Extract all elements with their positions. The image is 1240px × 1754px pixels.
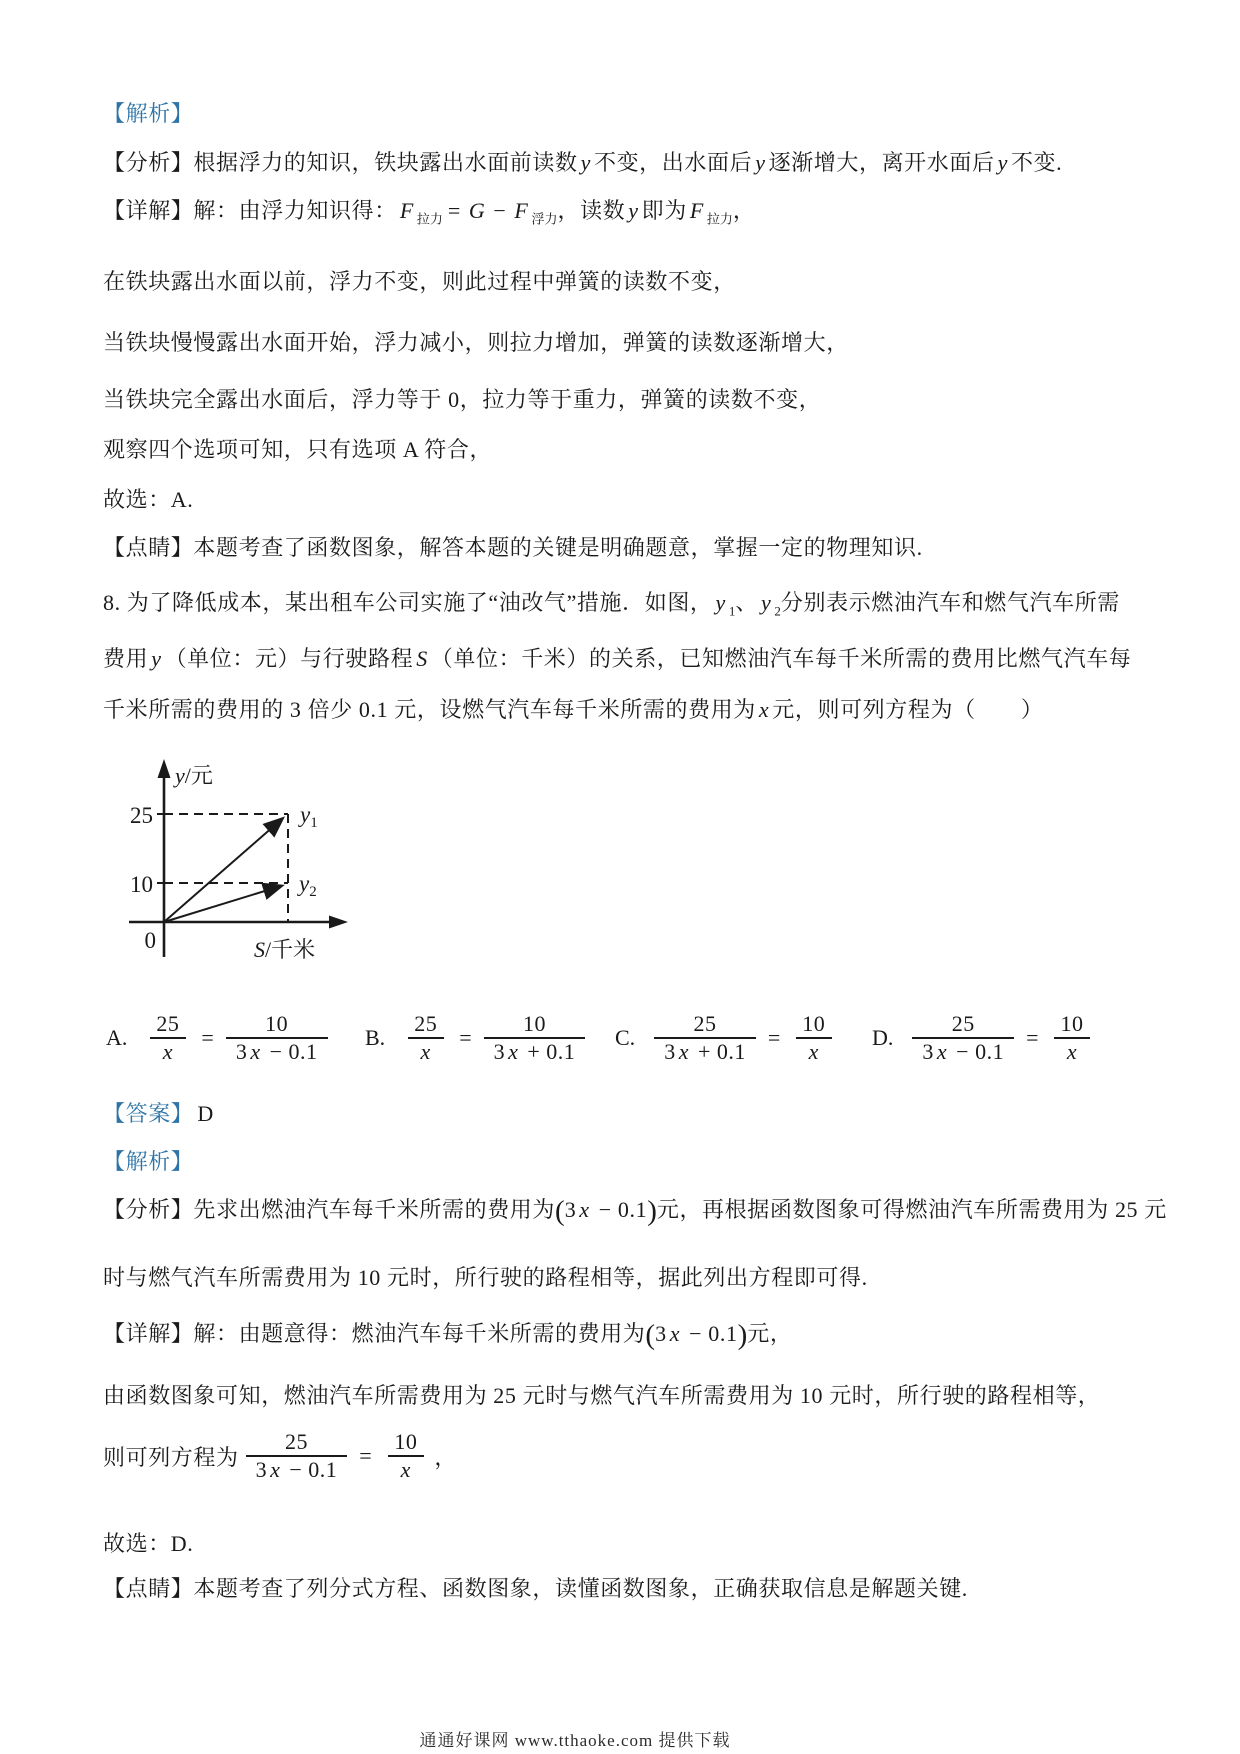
math-var-F: F xyxy=(689,198,704,223)
expr-rest: − 0.1 xyxy=(683,1321,738,1346)
q8-eq-pre: 则可列方程为 xyxy=(103,1444,239,1470)
q8-jiexi-label: 【解析】 xyxy=(103,1149,194,1174)
q8-stem-line3 xyxy=(103,696,1043,724)
q8-fenxi-line2: 时与燃气汽车所需费用为 10 元时，所行驶的路程相等，据此列出方程即可得. xyxy=(103,1265,868,1290)
fraction: $\frac{10}{x}$ xyxy=(1051,1012,1094,1064)
equals-sign: = xyxy=(1026,1025,1039,1051)
q7-step-line: 观察四个选项可知，只有选项 A 符合， xyxy=(103,437,493,462)
q8-stem2-pre: 费用 xyxy=(103,646,149,671)
option-a-label: A. xyxy=(106,1025,128,1051)
math-sub-lali: 拉力 xyxy=(706,211,733,227)
y-axis-label: y/元 xyxy=(175,763,213,788)
q8-stem1-pre: 8. 为了降低成本，某出租车公司实施了“油改气”措施．如图， xyxy=(103,590,713,615)
math-var-x: x xyxy=(579,1197,590,1222)
math-var-G: G xyxy=(468,198,486,223)
math-sub-fuli: 浮力 xyxy=(531,211,558,227)
q7-xiangjie-mid2: 即为 xyxy=(641,198,687,223)
q7-step-line: 在铁块露出水面以前，浮力不变，则此过程中弹簧的读数不变， xyxy=(103,269,736,294)
equals-sign: = xyxy=(359,1443,373,1469)
equals-sign: = xyxy=(447,198,461,223)
math-var-y: y xyxy=(755,150,766,175)
q8-xiangjie-post: 元， xyxy=(747,1321,793,1346)
q7-jiexi-label: 【解析】 xyxy=(103,101,194,126)
fraction: $\frac{10}{x}$ xyxy=(792,1012,835,1064)
q8-equation-line xyxy=(103,1430,457,1482)
fraction: $\frac{10}{3 x + 0.1}$ xyxy=(484,1012,586,1064)
close-paren: ) xyxy=(647,1195,657,1227)
expr-coef: 3 xyxy=(655,1321,667,1346)
math-sub-lali: 拉力 xyxy=(416,211,443,227)
x-axis-label: S/千米 xyxy=(254,937,316,962)
math-var-S: S xyxy=(416,646,428,671)
y-tick-label-10: 10 xyxy=(130,872,153,897)
equals-sign: = xyxy=(767,1025,781,1051)
fraction: $\frac{10}{x}$ xyxy=(384,1430,427,1482)
math-var-y2: y xyxy=(761,590,772,615)
expr-coef: 3 xyxy=(564,1197,577,1222)
q8-stem3-pre: 千米所需的费用的 3 倍少 0.1 元，设燃气汽车每千米所需的费用为 xyxy=(103,697,756,722)
q8-answer-line xyxy=(103,1100,214,1128)
q7-xiangjie-mid: ，读数 xyxy=(557,198,626,223)
q7-step-line: 当铁块慢慢露出水面开始，浮力减小，则拉力增加，弹簧的读数逐渐增大， xyxy=(103,330,849,355)
math-var-y: y xyxy=(580,150,591,175)
q8-stem2-mid: （单位：元）与行驶路程 xyxy=(164,646,414,671)
q7-dianjing-line: 【点睛】本题考查了函数图象，解答本题的关键是明确题意，掌握一定的物理知识. xyxy=(103,535,923,560)
math-var-x: x xyxy=(758,697,770,722)
minus-sign: − xyxy=(493,198,507,223)
series-y2-line xyxy=(164,886,281,922)
q7-answer-line: 故选：A. xyxy=(103,487,194,512)
q8-stem1-post: 分别表示燃油汽车和燃气汽车所需 xyxy=(780,590,1120,615)
q7-xiangjie-pre: 【详解】解：由浮力知识得： xyxy=(103,198,397,223)
math-sub-1: 1 xyxy=(728,603,736,619)
close-paren: ) xyxy=(737,1319,748,1351)
math-var-y: y xyxy=(628,198,639,223)
q8-answer-label: 【答案】 xyxy=(103,1101,194,1126)
q8-fenxi1-pre: 【分析】先求出燃油汽车每千米所需的费用为 xyxy=(103,1197,556,1222)
fraction: $\frac{25}{3 x - 0.1}$ xyxy=(246,1430,348,1482)
q7-fenxi-pre: 【分析】根据浮力的知识，铁块露出水面前读数 xyxy=(103,150,578,175)
q8-xiangjie-pre: 【详解】解：由题意得：燃油汽车每千米所需的费用为 xyxy=(103,1321,646,1346)
origin-label: 0 xyxy=(144,928,156,953)
option-d-label: D. xyxy=(872,1025,894,1051)
q8-stem-line2 xyxy=(103,645,1131,673)
option-b xyxy=(365,1012,592,1064)
q8-answer-value: D xyxy=(197,1101,214,1126)
option-d xyxy=(872,1012,1101,1064)
q8-stem2-post: （单位：千米）的关系，已知燃油汽车每千米所需的费用比燃气汽车每 xyxy=(430,646,1132,671)
q8-xiangjie-line xyxy=(103,1319,793,1351)
open-paren: ( xyxy=(555,1195,565,1227)
equals-sign: = xyxy=(459,1025,472,1051)
fraction: $\frac{25}{3 x + 0.1}$ xyxy=(654,1012,756,1064)
q7-fenxi-m2: 逐渐增大，离开水面后 xyxy=(768,150,995,175)
open-paren: ( xyxy=(645,1319,656,1351)
y-axis-arrowhead xyxy=(158,759,171,778)
footer-watermark: 通通好课网 www.tthaoke.com 提供下载 xyxy=(419,1731,731,1750)
fraction: $\frac{25}{x}$ xyxy=(146,1012,189,1064)
q8-eq-post: ， xyxy=(434,1444,457,1470)
q7-fenxi-m1: 不变，出水面后 xyxy=(593,150,753,175)
series-y2-label: $y_2$ xyxy=(299,871,317,900)
equals-sign: = xyxy=(201,1025,214,1051)
q8-stem-line1 xyxy=(103,589,1120,620)
q8-conclusion-line: 故选：D. xyxy=(103,1531,194,1556)
q8-figure-graph xyxy=(118,756,383,968)
expr-rest: − 0.1 xyxy=(592,1197,648,1222)
math-var-F: F xyxy=(399,198,414,223)
series-y1-label: $y_1$ xyxy=(300,802,318,831)
q8-stem1-sep: 、 xyxy=(735,590,759,615)
math-sub-2: 2 xyxy=(774,603,781,619)
q8-stem3-post: 元，则可列方程为（ ） xyxy=(772,697,1044,722)
math-var-y: y xyxy=(151,646,162,671)
option-c xyxy=(615,1012,842,1064)
option-c-label: C. xyxy=(615,1025,636,1051)
x-axis-arrowhead xyxy=(329,916,348,929)
q7-xiangjie-end: ， xyxy=(732,198,756,223)
y-tick-label-25: 25 xyxy=(130,803,153,828)
q8-fenxi-line1 xyxy=(103,1195,1167,1227)
math-var-x: x xyxy=(669,1321,681,1346)
q8-graph-reading-line: 由函数图象可知，燃油汽车所需费用为 25 元时与燃气汽车所需费用为 10 元时，所行驶的路程相等， xyxy=(103,1383,1101,1408)
q8-fenxi1-post: 元，再根据函数图象可得燃油汽车所需费用为 25 元 xyxy=(656,1197,1167,1222)
q7-step-line: 当铁块完全露出水面后，浮力等于 0，拉力等于重力，弹簧的读数不变， xyxy=(103,387,822,412)
fraction: $\frac{25}{3 x - 0.1}$ xyxy=(912,1012,1014,1064)
q8-dianjing-line: 【点睛】本题考查了列分式方程、函数图象，读懂函数图象，正确获取信息是解题关键. xyxy=(103,1576,968,1601)
option-b-label: B. xyxy=(365,1025,386,1051)
q7-xiangjie-line xyxy=(103,197,756,228)
math-var-y1: y xyxy=(715,590,726,615)
option-a xyxy=(106,1012,335,1064)
fraction: $\frac{10}{3 x - 0.1}$ xyxy=(226,1012,328,1064)
q7-fenxi-line xyxy=(103,149,1062,177)
q7-fenxi-end: 不变. xyxy=(1010,150,1063,175)
series-y1-line xyxy=(164,819,282,922)
math-var-y: y xyxy=(997,150,1008,175)
math-var-F: F xyxy=(514,198,529,223)
fraction: $\frac{25}{x}$ xyxy=(404,1012,447,1064)
